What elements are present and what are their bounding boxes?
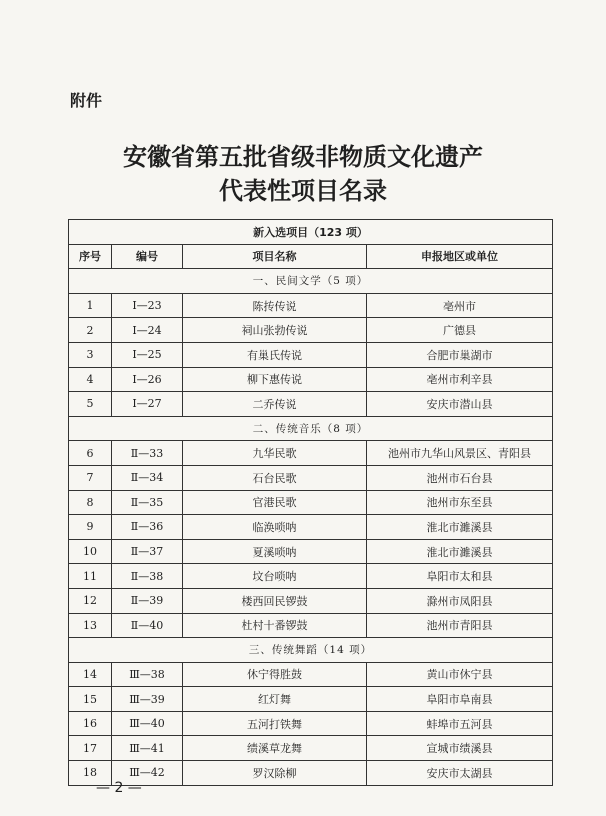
- cell-region: 滁州市凤阳县: [367, 588, 553, 613]
- cell-index: 13: [69, 613, 112, 638]
- cell-code: Ⅲ—40: [112, 711, 183, 736]
- cell-code: Ⅲ—41: [112, 736, 183, 761]
- cell-region: 池州市东至县: [367, 490, 553, 515]
- col-header-name: 项目名称: [183, 244, 367, 269]
- cell-index: 8: [69, 490, 112, 515]
- table-row: [69, 465, 553, 490]
- section-heading: 三、传统舞蹈（14 项）: [69, 638, 553, 663]
- col-header-region: 申报地区或单位: [367, 244, 553, 269]
- cell-region: 淮北市濉溪县: [367, 515, 553, 540]
- table-banner-row: [69, 220, 553, 245]
- table-row: [69, 539, 553, 564]
- cell-name: 杜村十番锣鼓: [183, 613, 367, 638]
- cell-code: Ⅰ—26: [112, 367, 183, 392]
- cell-region: 安庆市潜山县: [367, 392, 553, 417]
- document-title: [0, 140, 606, 208]
- cell-index: 14: [69, 662, 112, 687]
- table-row: [69, 711, 553, 736]
- table-banner: 新入选项目（123 项）: [69, 220, 553, 245]
- section-heading-row: [69, 416, 553, 441]
- table-row: [69, 318, 553, 343]
- cell-index: 2: [69, 318, 112, 343]
- cell-code: Ⅱ—38: [112, 564, 183, 589]
- table-row: [69, 736, 553, 761]
- title-line-2: 代表性项目名录: [219, 177, 387, 205]
- cell-code: Ⅲ—38: [112, 662, 183, 687]
- col-header-code: 编号: [112, 244, 183, 269]
- cell-index: 3: [69, 342, 112, 367]
- cell-region: 黄山市休宁县: [367, 662, 553, 687]
- cell-code: Ⅱ—37: [112, 539, 183, 564]
- cell-name: 有巢氏传说: [183, 342, 367, 367]
- cell-name: 休宁得胜鼓: [183, 662, 367, 687]
- cell-name: 柳下惠传说: [183, 367, 367, 392]
- section-heading-row: [69, 638, 553, 663]
- cell-region: 淮北市濉溪县: [367, 539, 553, 564]
- heritage-list-table: [68, 219, 553, 786]
- cell-index: 18: [69, 761, 112, 786]
- cell-region: 池州市石台县: [367, 465, 553, 490]
- cell-index: 4: [69, 367, 112, 392]
- cell-region: 合肥市巢湖市: [367, 342, 553, 367]
- cell-region: 亳州市利辛县: [367, 367, 553, 392]
- cell-index: 17: [69, 736, 112, 761]
- cell-name: 五河打铁舞: [183, 711, 367, 736]
- cell-code: Ⅱ—34: [112, 465, 183, 490]
- cell-index: 15: [69, 687, 112, 712]
- cell-name: 祠山张勃传说: [183, 318, 367, 343]
- table-row: [69, 564, 553, 589]
- cell-index: 7: [69, 465, 112, 490]
- cell-region: 池州市青阳县: [367, 613, 553, 638]
- table-row: [69, 588, 553, 613]
- cell-code: Ⅲ—39: [112, 687, 183, 712]
- cell-region: 安庆市太湖县: [367, 761, 553, 786]
- cell-name: 临涣唢呐: [183, 515, 367, 540]
- cell-name: 罗汉除柳: [183, 761, 367, 786]
- cell-name: 红灯舞: [183, 687, 367, 712]
- cell-code: Ⅰ—27: [112, 392, 183, 417]
- table-row: [69, 293, 553, 318]
- cell-name: 绩溪草龙舞: [183, 736, 367, 761]
- cell-name: 二乔传说: [183, 392, 367, 417]
- cell-code: Ⅰ—24: [112, 318, 183, 343]
- cell-region: 亳州市: [367, 293, 553, 318]
- cell-name: 九华民歌: [183, 441, 367, 466]
- cell-code: Ⅱ—39: [112, 588, 183, 613]
- attachment-label: 附件: [70, 91, 103, 110]
- cell-index: 16: [69, 711, 112, 736]
- table-row: [69, 662, 553, 687]
- table-row: [69, 392, 553, 417]
- section-heading-row: [69, 269, 553, 294]
- cell-code: Ⅰ—23: [112, 293, 183, 318]
- page-number: — 2 —: [96, 780, 142, 796]
- cell-index: 5: [69, 392, 112, 417]
- table-row: [69, 441, 553, 466]
- cell-index: 10: [69, 539, 112, 564]
- col-header-index: 序号: [69, 244, 112, 269]
- cell-code: Ⅱ—33: [112, 441, 183, 466]
- cell-region: 阜阳市阜南县: [367, 687, 553, 712]
- cell-name: 楼西回民锣鼓: [183, 588, 367, 613]
- table-row: [69, 613, 553, 638]
- cell-index: 6: [69, 441, 112, 466]
- cell-code: Ⅰ—25: [112, 342, 183, 367]
- cell-name: 夏溪唢呐: [183, 539, 367, 564]
- cell-index: 9: [69, 515, 112, 540]
- cell-code: Ⅱ—40: [112, 613, 183, 638]
- table-row: [69, 342, 553, 367]
- cell-region: 广德县: [367, 318, 553, 343]
- cell-name: 石台民歌: [183, 465, 367, 490]
- table-row: [69, 367, 553, 392]
- cell-name: 陈抟传说: [183, 293, 367, 318]
- cell-region: 池州市九华山风景区、青阳县: [367, 441, 553, 466]
- table-row: [69, 515, 553, 540]
- cell-index: 12: [69, 588, 112, 613]
- cell-index: 1: [69, 293, 112, 318]
- cell-name: 坟台唢呐: [183, 564, 367, 589]
- cell-region: 蚌埠市五河县: [367, 711, 553, 736]
- cell-index: 11: [69, 564, 112, 589]
- cell-code: Ⅱ—36: [112, 515, 183, 540]
- table-row: [69, 490, 553, 515]
- table-header-row: [69, 244, 553, 269]
- cell-code: Ⅱ—35: [112, 490, 183, 515]
- title-line-1: 安徽省第五批省级非物质文化遗产: [123, 143, 483, 171]
- table-row: [69, 687, 553, 712]
- section-heading: 二、传统音乐（8 项）: [69, 416, 553, 441]
- cell-name: 官港民歌: [183, 490, 367, 515]
- cell-region: 宣城市绩溪县: [367, 736, 553, 761]
- cell-region: 阜阳市太和县: [367, 564, 553, 589]
- section-heading: 一、民间文学（5 项）: [69, 269, 553, 294]
- cell-code: Ⅲ—42: [112, 761, 183, 786]
